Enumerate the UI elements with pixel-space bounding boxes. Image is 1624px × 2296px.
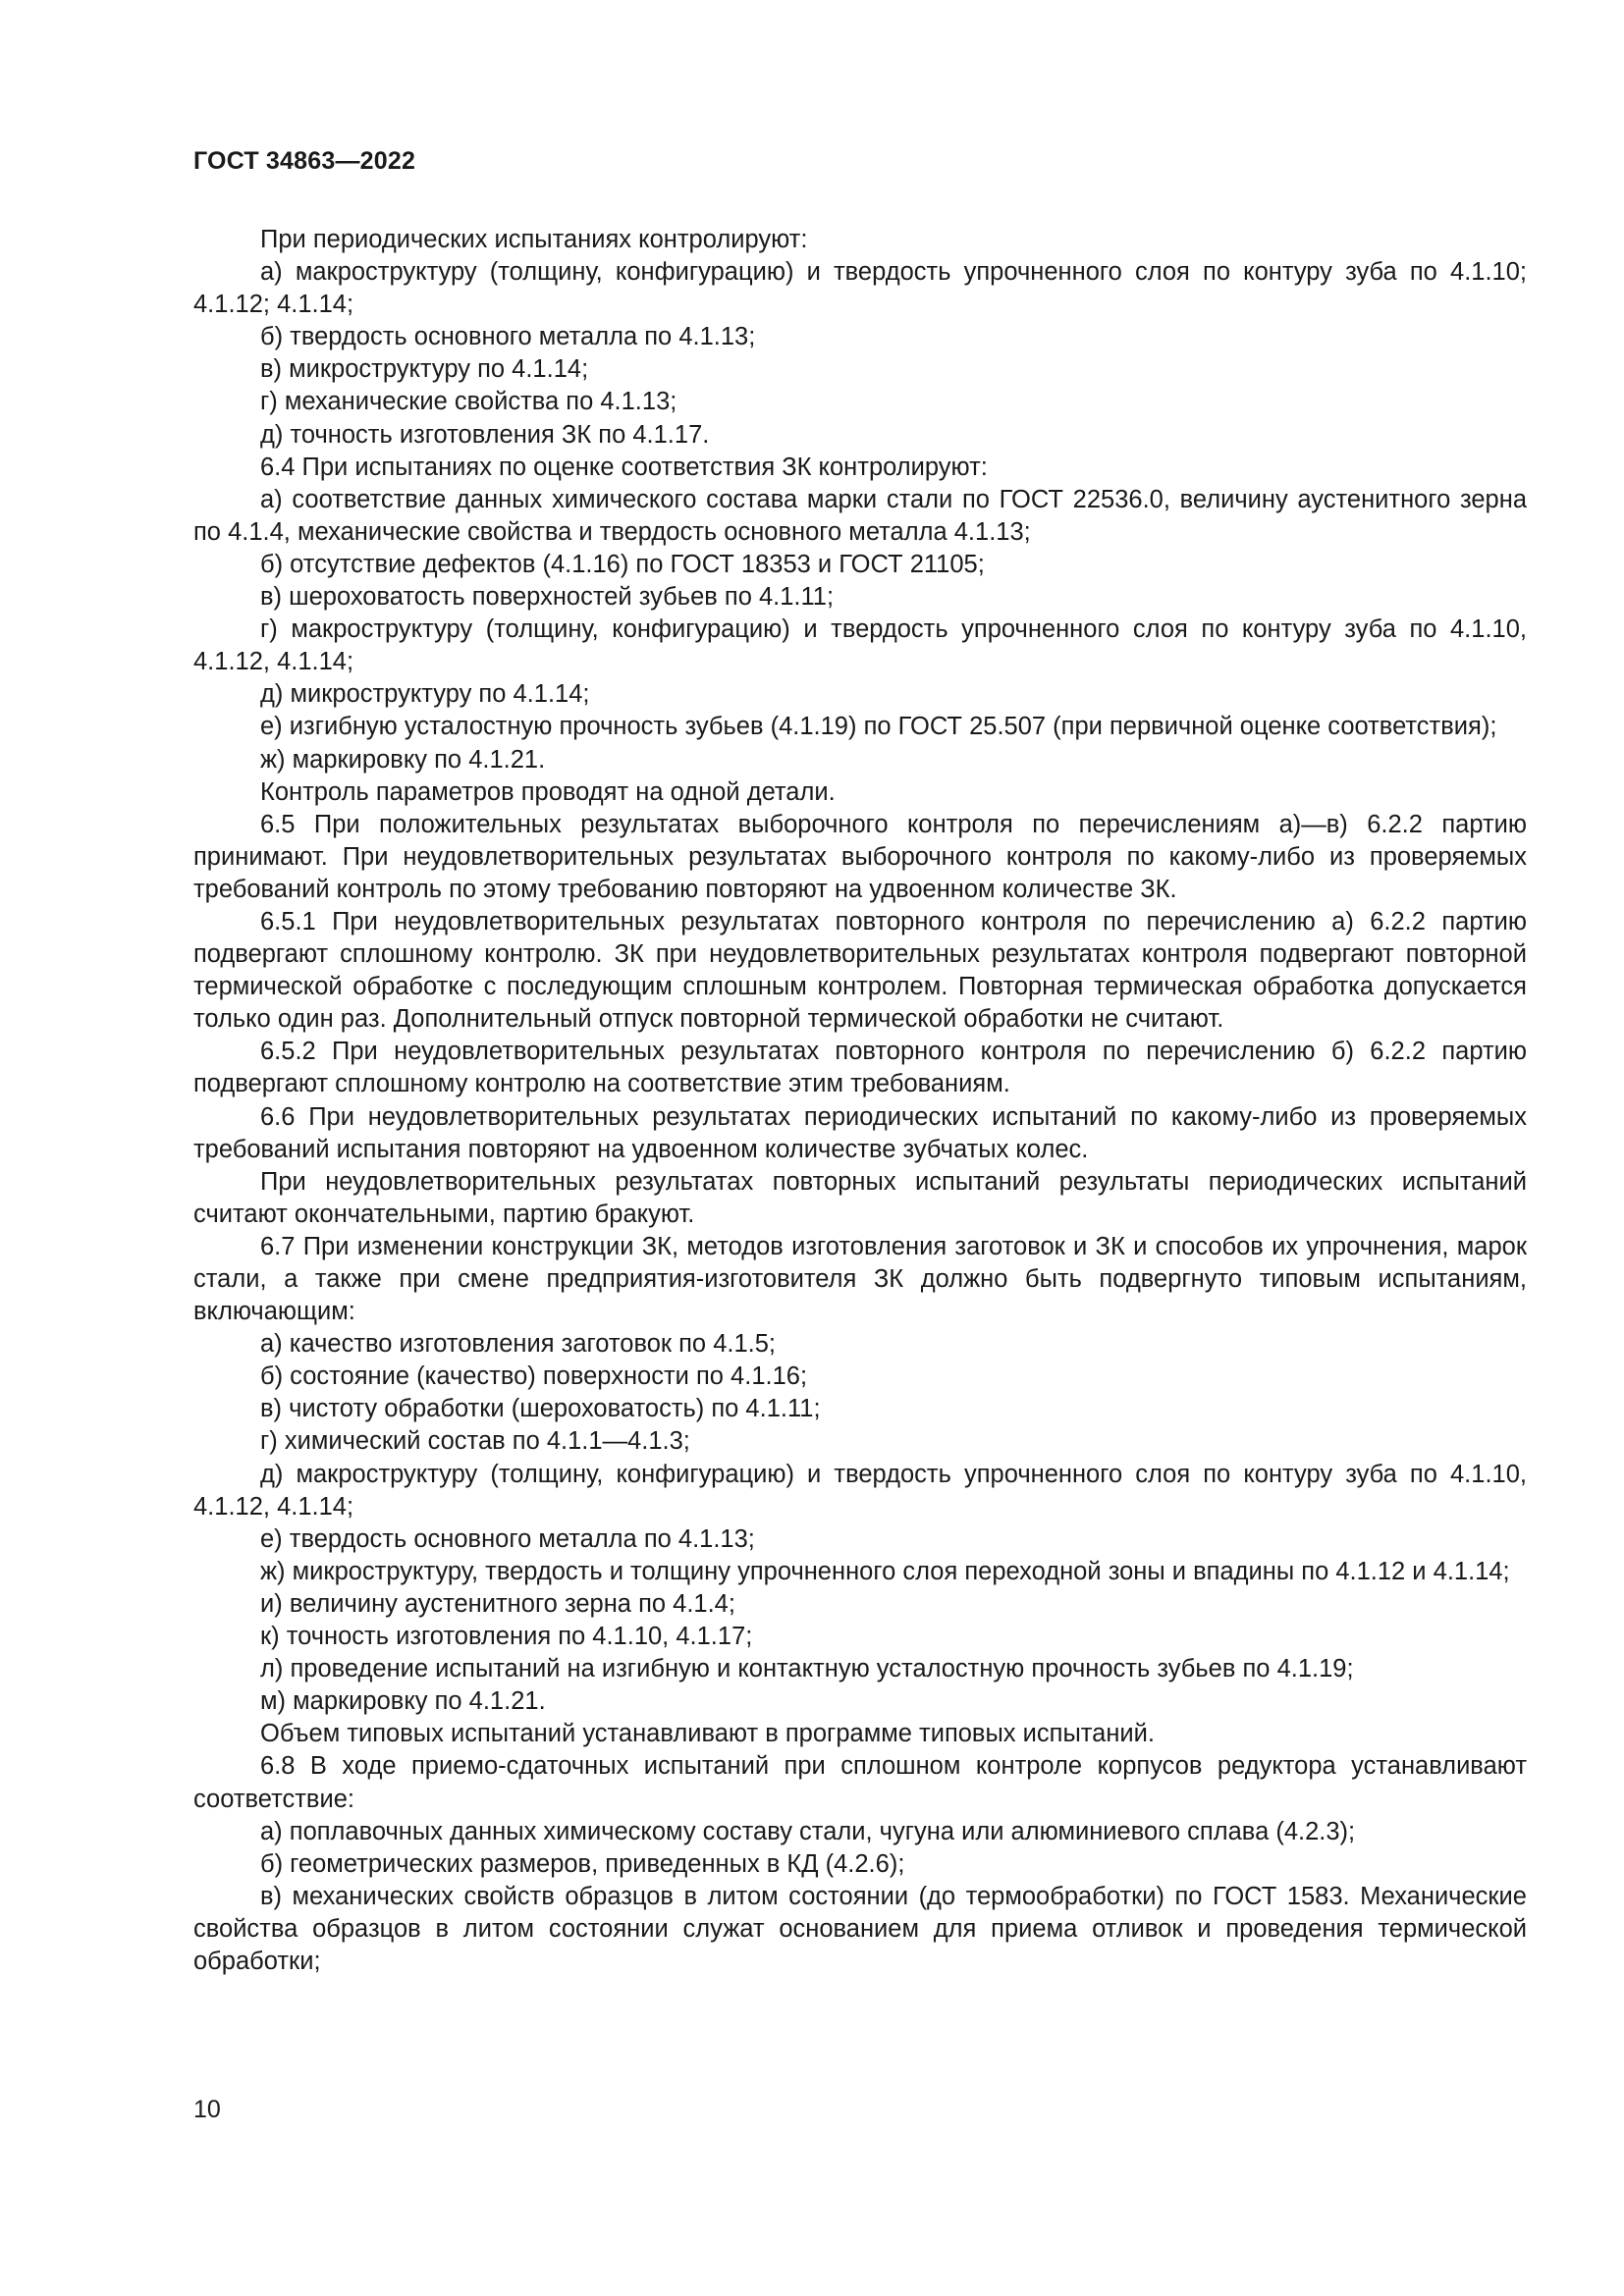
paragraph: а) поплавочных данных химическому составу стали, чугуна или алюминиевого сплава (4.2.3); — [260, 1817, 1356, 1845]
paragraph: г) химический состав по 4.1.1—4.1.3; — [260, 1427, 690, 1456]
paragraph: 6.5.1 При неудовлетворительных результатах повторного контроля по перечислению а) 6.2.2 партию подвергают сплошному контролю. ЗК при неудовлетворительных результатах контроля подвергают повторной термической обработке с последующим сплошным контролем. Повторная термическая обработка допускается только один раз. Дополнительный отпуск повторной термической обработки не считают. — [193, 907, 1527, 1034]
paragraph: Объем типовых испытаний устанавливают в программе типовых испытаний. — [260, 1720, 1156, 1748]
paragraph: в) механических свойств образцов в литом состоянии (до термообработки) по ГОСТ 1583. Механические свойства образцов в литом состоянии служат основанием для приема отливок и проведения термической обработки; — [193, 1882, 1527, 1975]
paragraph: 6.8 В ходе приемо-сдаточных испытаний при сплошном контроле корпусов редуктора устанавливают соответствие: — [193, 1752, 1527, 1813]
paragraph: д) макроструктуру (толщину, конфигурацию) и твердость упрочненного слоя по контуру зуба по 4.1.10, 4.1.12, 4.1.14; — [193, 1460, 1527, 1521]
paragraph: м) маркировку по 4.1.21. — [260, 1687, 546, 1716]
page-number: 10 — [193, 2096, 221, 2123]
paragraph: Контроль параметров проводят на одной детали. — [260, 777, 836, 806]
paragraph: г) механические свойства по 4.1.13; — [260, 388, 677, 416]
paragraph: в) шероховатость поверхностей зубьев по 4.1.11; — [260, 583, 835, 612]
paragraph: л) проведение испытаний на изгибную и контактную усталостную прочность зубьев по 4.1.19; — [260, 1655, 1354, 1683]
paragraph: 6.4 При испытаниях по оценке соответствия ЗК контролируют: — [260, 453, 988, 481]
paragraph: е) твердость основного металла по 4.1.13; — [260, 1524, 755, 1553]
paragraph: д) микроструктуру по 4.1.14; — [260, 680, 590, 709]
paragraph: 6.7 При изменении конструкции ЗК, методов изготовления заготовок и ЗК и способов их упрочнения, марок стали, а также при смене предприятия-изготовителя ЗК должно быть подвергнуто типовым испытаниям, включающим: — [193, 1232, 1527, 1326]
paragraph: При периодических испытаниях контролируют: — [260, 226, 808, 253]
paragraph: а) качество изготовления заготовок по 4.1.5; — [260, 1330, 777, 1359]
paragraph: б) состояние (качество) поверхности по 4.1.16; — [260, 1362, 808, 1391]
document-body — [193, 224, 1527, 1978]
document-header: ГОСТ 34863—2022 — [193, 147, 416, 175]
paragraph: б) отсутствие дефектов (4.1.16) по ГОСТ 18353 и ГОСТ 21105; — [260, 550, 985, 578]
paragraph: 6.5.2 При неудовлетворительных результатах повторного контроля по перечислению б) 6.2.2 партию подвергают сплошному контролю на соответствие этим требованиям. — [193, 1038, 1527, 1098]
paragraph: в) чистоту обработки (шероховатость) по 4.1.11; — [260, 1395, 821, 1423]
paragraph: а) соответствие данных химического состава марки стали по ГОСТ 22536.0, величину аустенитного зерна по 4.1.4, механические свойства и твердость основного металла 4.1.13; — [193, 485, 1527, 546]
paragraph: и) величину аустенитного зерна по 4.1.4; — [260, 1589, 735, 1618]
paragraph: 6.5 При положительных результатах выборочного контроля по перечислениям а)—в) 6.2.2 партию принимают. При неудовлетворительных результатах выборочного контроля по какому-либо из проверяемых требований контроль по этому требованию повторяют на удвоенном количестве ЗК. — [193, 810, 1527, 903]
paragraph: ж) микроструктуру, твердость и толщину упрочненного слоя переходной зоны и впадины по 4.1.12 и 4.1.14; — [260, 1557, 1510, 1585]
paragraph: ж) маркировку по 4.1.21. — [260, 745, 546, 774]
paragraph: а) макроструктуру (толщину, конфигурацию) и твердость упрочненного слоя по контуру зуба по 4.1.10; 4.1.12; 4.1.14; — [193, 258, 1527, 319]
paragraph: г) макроструктуру (толщину, конфигурацию) и твердость упрочненного слоя по контуру зуба по 4.1.10, 4.1.12, 4.1.14; — [193, 615, 1527, 676]
paragraph: При неудовлетворительных результатах повторных испытаний результаты периодических испытаний считают окончательными, партию бракуют. — [193, 1167, 1527, 1228]
paragraph: е) изгибную усталостную прочность зубьев (4.1.19) по ГОСТ 25.507 (при первичной оценке соответствия); — [260, 713, 1497, 741]
paragraph: б) твердость основного металла по 4.1.13; — [260, 323, 756, 351]
paragraph: 6.6 При неудовлетворительных результатах периодических испытаний по какому-либо из проверяемых требований испытания повторяют на удвоенном количестве зубчатых колес. — [193, 1102, 1527, 1163]
paragraph: б) геометрических размеров, приведенных в КД (4.2.6); — [260, 1849, 905, 1878]
paragraph: в) микроструктуру по 4.1.14; — [260, 355, 589, 384]
paragraph: д) точность изготовления ЗК по 4.1.17. — [260, 420, 710, 449]
paragraph: к) точность изготовления по 4.1.10, 4.1.17; — [260, 1623, 753, 1651]
